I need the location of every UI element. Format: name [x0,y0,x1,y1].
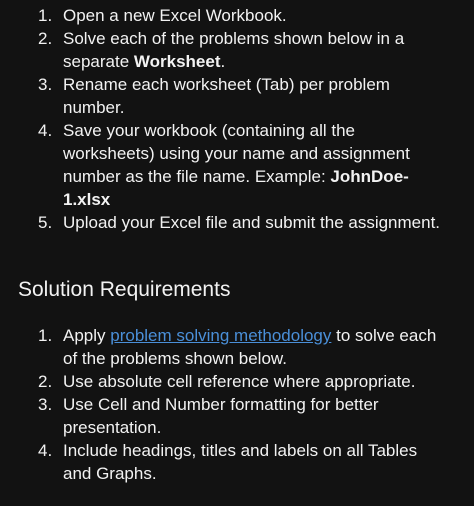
requirement-item-1 [0,324,450,370]
requirement-item-4 [0,439,450,485]
item-text: Upload your Excel file and submit the assignment. [63,213,441,232]
item-text: Solve each of the problems shown below in a separate [63,29,405,71]
item-text: Rename each worksheet (Tab) per problem number. [63,75,390,117]
instructions-list [0,4,450,234]
item-number: 4. [38,441,53,460]
requirement-item-2 [0,370,450,393]
item-number: 2. [38,372,53,391]
instruction-item-4 [0,119,450,211]
item-text: Save your workbook (containing all the worksheets) using your name and assignment number as the file name. Example: [63,121,410,186]
item-number: 1. [38,6,53,25]
item-text: Open a new Excel Workbook. [63,6,287,25]
item-bold-text: JohnDoe-1.xlsx [63,167,409,209]
requirements-list [0,324,450,485]
item-bold-text: Worksheet [133,52,221,71]
item-number: 5. [38,213,53,232]
item-number: 1. [38,326,53,345]
instruction-item-1 [0,4,450,27]
item-text: Include headings, titles and labels on all Tables and Graphs. [63,441,418,483]
item-number: 3. [38,75,53,94]
item-text-end: to solve each of the problems shown below. [63,326,437,368]
item-text: Use Cell and Number formatting for better presentation. [63,395,379,437]
item-text: Use absolute cell reference where appropriate. [63,372,416,391]
item-text: Apply [63,326,111,345]
instruction-item-2 [0,27,450,73]
requirement-item-3 [0,393,450,439]
item-number: 3. [38,395,53,414]
solution-requirements-heading: Solution Requirements [18,278,231,301]
item-number: 4. [38,121,53,140]
problem-solving-methodology-link[interactable]: problem solving methodology [110,326,332,345]
item-number: 2. [38,29,53,48]
instruction-item-5 [0,211,450,234]
item-text-end: . [220,52,226,71]
instruction-item-3 [0,73,450,119]
